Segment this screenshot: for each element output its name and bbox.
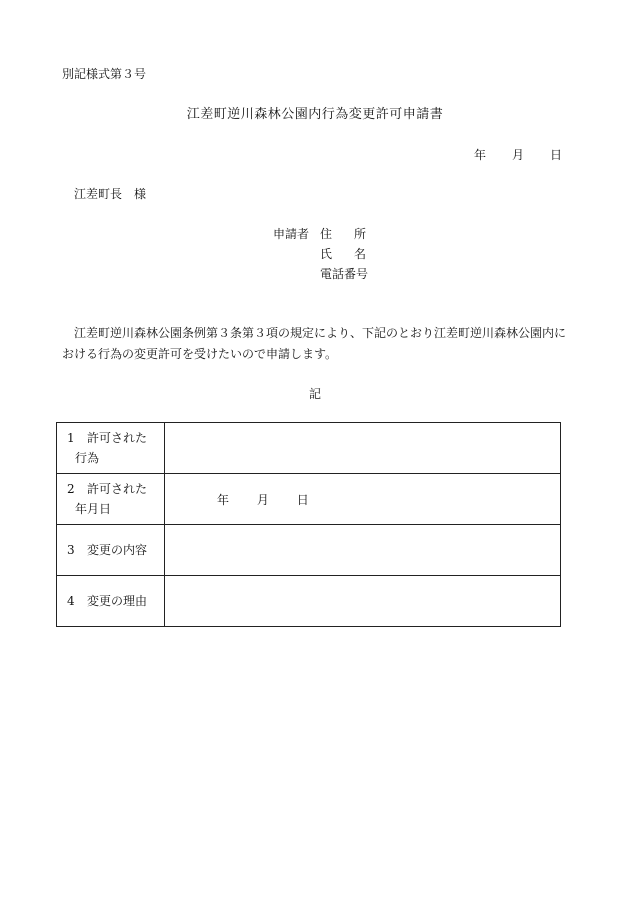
item-value-cell[interactable] bbox=[165, 474, 561, 525]
ki-heading: 記 bbox=[308, 387, 321, 401]
table-row bbox=[57, 423, 561, 474]
item-value-cell[interactable] bbox=[165, 576, 561, 627]
permit-day-label: 日 bbox=[296, 492, 309, 507]
item-label: 変更の内容 bbox=[87, 543, 148, 557]
item-number: 1 bbox=[67, 431, 75, 445]
item-label-cell bbox=[57, 423, 165, 474]
page-title: 江差町逆川森林公園内行為変更許可申請書 bbox=[186, 107, 444, 122]
item-label-line2: 行為 bbox=[75, 451, 100, 465]
date-day-label: 日 bbox=[550, 148, 563, 162]
item-number: 2 bbox=[67, 482, 75, 496]
table-row bbox=[57, 474, 561, 525]
address-field-label bbox=[320, 226, 366, 242]
table-row bbox=[57, 576, 561, 627]
permit-year-label: 年 bbox=[217, 492, 230, 507]
date-month-label: 月 bbox=[512, 148, 525, 162]
item-label: 変更の理由 bbox=[87, 594, 148, 608]
name-char-1: 氏 bbox=[320, 247, 333, 261]
item-label: 許可された bbox=[87, 431, 148, 445]
date-year-label: 年 bbox=[474, 148, 487, 162]
item-number: 3 bbox=[67, 543, 75, 557]
name-char-2: 名 bbox=[353, 247, 366, 261]
item-label: 許可された bbox=[87, 482, 148, 496]
item-value-cell[interactable] bbox=[165, 525, 561, 576]
items-table bbox=[56, 422, 561, 627]
item-label-cell bbox=[57, 525, 165, 576]
addressee: 江差町長 様 bbox=[74, 187, 147, 201]
body-text: 江差町逆川森林公園条例第３条第３項の規定により、下記のとおり江差町逆川森林公園内における行為の変更許可を受けたいので申請します。 bbox=[62, 326, 567, 361]
table-row bbox=[57, 525, 561, 576]
permit-month-label: 月 bbox=[256, 492, 269, 507]
address-char-1: 住 bbox=[320, 227, 333, 241]
item-number: 4 bbox=[67, 594, 75, 608]
applicant-label: 申請者 bbox=[273, 227, 310, 241]
application-date bbox=[474, 146, 562, 163]
phone-label: 電話番号 bbox=[320, 267, 369, 281]
item-label-cell bbox=[57, 474, 165, 525]
item-label-cell bbox=[57, 576, 165, 627]
phone-field-label bbox=[320, 266, 368, 282]
address-char-2: 所 bbox=[353, 227, 366, 241]
form-number: 別記様式第３号 bbox=[62, 67, 147, 81]
item-label-line2: 年月日 bbox=[75, 502, 112, 516]
item-value-cell[interactable] bbox=[165, 423, 561, 474]
name-field-label bbox=[320, 246, 366, 262]
